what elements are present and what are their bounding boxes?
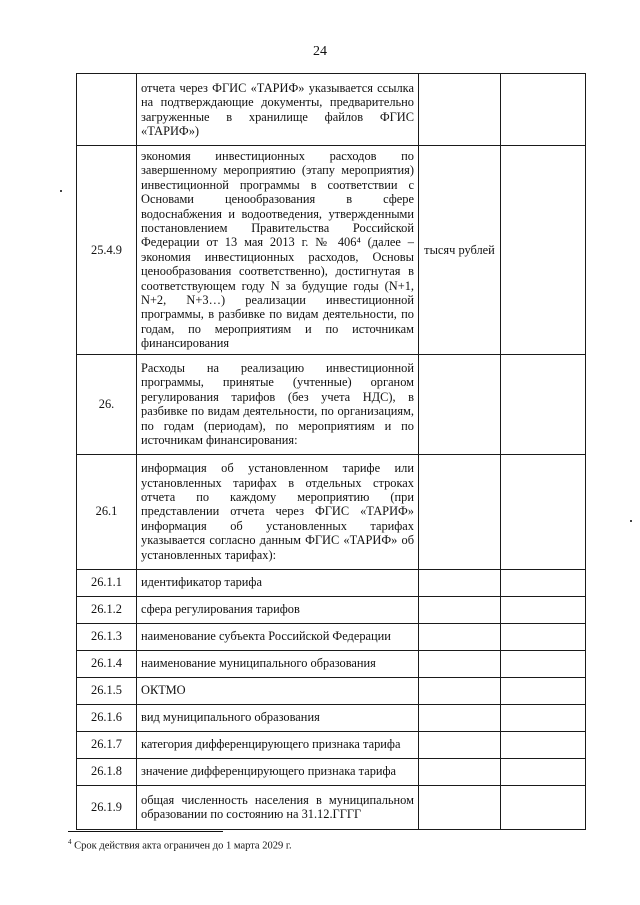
table-row xyxy=(77,785,586,829)
row-description: идентификатор тарифа xyxy=(137,569,419,596)
row-description: значение дифференцирующего признака тарифа xyxy=(137,758,419,785)
row-description: категория дифференцирующего признака тарифа xyxy=(137,731,419,758)
row-number: 26.1.1 xyxy=(77,569,137,596)
row-description: ОКТМО xyxy=(137,677,419,704)
scan-speck xyxy=(630,520,632,522)
row-unit xyxy=(419,74,501,146)
row-number: 26.1.9 xyxy=(77,785,137,829)
footnote-marker: 4 xyxy=(68,838,72,846)
row-number: 25.4.9 xyxy=(77,146,137,355)
row-value xyxy=(501,758,586,785)
row-value xyxy=(501,74,586,146)
row-number xyxy=(77,74,137,146)
table-row xyxy=(77,454,586,569)
row-unit xyxy=(419,785,501,829)
row-value xyxy=(501,785,586,829)
row-number: 26.1 xyxy=(77,454,137,569)
page-number: 24 xyxy=(313,44,327,59)
table-row xyxy=(77,623,586,650)
row-description: Расходы на реализацию инвестиционной программы, принятые (учтенные) органом регулирования тарифов (без учета НДС), в разбивке по видам деятельности, по организациям, по годам (периодам), по мероприятиям и по источникам финансирования: xyxy=(137,354,419,454)
row-number: 26.1.8 xyxy=(77,758,137,785)
row-number: 26.1.3 xyxy=(77,623,137,650)
table-row xyxy=(77,596,586,623)
row-unit xyxy=(419,704,501,731)
row-unit xyxy=(419,454,501,569)
footnote-text: Срок действия акта ограничен до 1 марта 2029 г. xyxy=(71,840,292,852)
row-description: отчета через ФГИС «ТАРИФ» указывается ссылка на подтверждающие документы, предварительно загруженные в хранилище файлов ФГИС «ТАРИФ») xyxy=(137,74,419,146)
table-row xyxy=(77,704,586,731)
row-unit xyxy=(419,596,501,623)
row-value xyxy=(501,569,586,596)
footnote xyxy=(68,838,292,852)
row-unit xyxy=(419,731,501,758)
table-row xyxy=(77,354,586,454)
row-description: наименование субъекта Российской Федерации xyxy=(137,623,419,650)
footnote-divider xyxy=(68,831,223,832)
table-body xyxy=(77,74,586,830)
row-description: экономия инвестиционных расходов по завершенному мероприятию (этапу мероприятия) инвестиционной программы в соответствии с Основами ценообразования в сфере водоснабжения и водоотведения, утвержденными постановлением Правительства Российской Федерации от 13 мая 2013 г. № 406⁴ (далее – экономия инвестиционных расходов, Основы ценообразования соответственно), достигнутая в соответствующем году N за будущие годы (N+1, N+2, N+3…) реализации инвестиционной программы, в разбивке по видам деятельности, по годам, по мероприятиям и по источникам финансирования xyxy=(137,146,419,355)
table-row xyxy=(77,146,586,355)
table-row xyxy=(77,650,586,677)
row-unit xyxy=(419,650,501,677)
scan-speck xyxy=(60,190,62,192)
row-unit xyxy=(419,623,501,650)
row-value xyxy=(501,731,586,758)
row-unit xyxy=(419,569,501,596)
row-number: 26.1.4 xyxy=(77,650,137,677)
requirements-table xyxy=(76,73,586,830)
row-number: 26.1.7 xyxy=(77,731,137,758)
table-row xyxy=(77,677,586,704)
table-row xyxy=(77,74,586,146)
row-description: информация об установленном тарифе или установленных тарифах в отдельных строках отчета по каждому мероприятию (при представлении отчета через ФГИС «ТАРИФ» информация об установленных тарифах указывается согласно данным ФГИС «ТАРИФ» об установленных тарифах): xyxy=(137,454,419,569)
row-unit xyxy=(419,677,501,704)
row-value xyxy=(501,704,586,731)
row-value xyxy=(501,454,586,569)
row-unit: тысяч рублей xyxy=(419,146,501,355)
row-description: сфера регулирования тарифов xyxy=(137,596,419,623)
row-number: 26. xyxy=(77,354,137,454)
row-number: 26.1.2 xyxy=(77,596,137,623)
row-description: наименование муниципального образования xyxy=(137,650,419,677)
row-value xyxy=(501,650,586,677)
row-value xyxy=(501,623,586,650)
row-value xyxy=(501,677,586,704)
row-description: вид муниципального образования xyxy=(137,704,419,731)
row-unit xyxy=(419,354,501,454)
row-unit xyxy=(419,758,501,785)
row-number: 26.1.6 xyxy=(77,704,137,731)
row-value xyxy=(501,354,586,454)
row-value xyxy=(501,596,586,623)
row-description: общая численность населения в муниципальном образовании по состоянию на 31.12.ГГГГ xyxy=(137,785,419,829)
table-row xyxy=(77,731,586,758)
row-value xyxy=(501,146,586,355)
row-number: 26.1.5 xyxy=(77,677,137,704)
table-row xyxy=(77,569,586,596)
table-row xyxy=(77,758,586,785)
